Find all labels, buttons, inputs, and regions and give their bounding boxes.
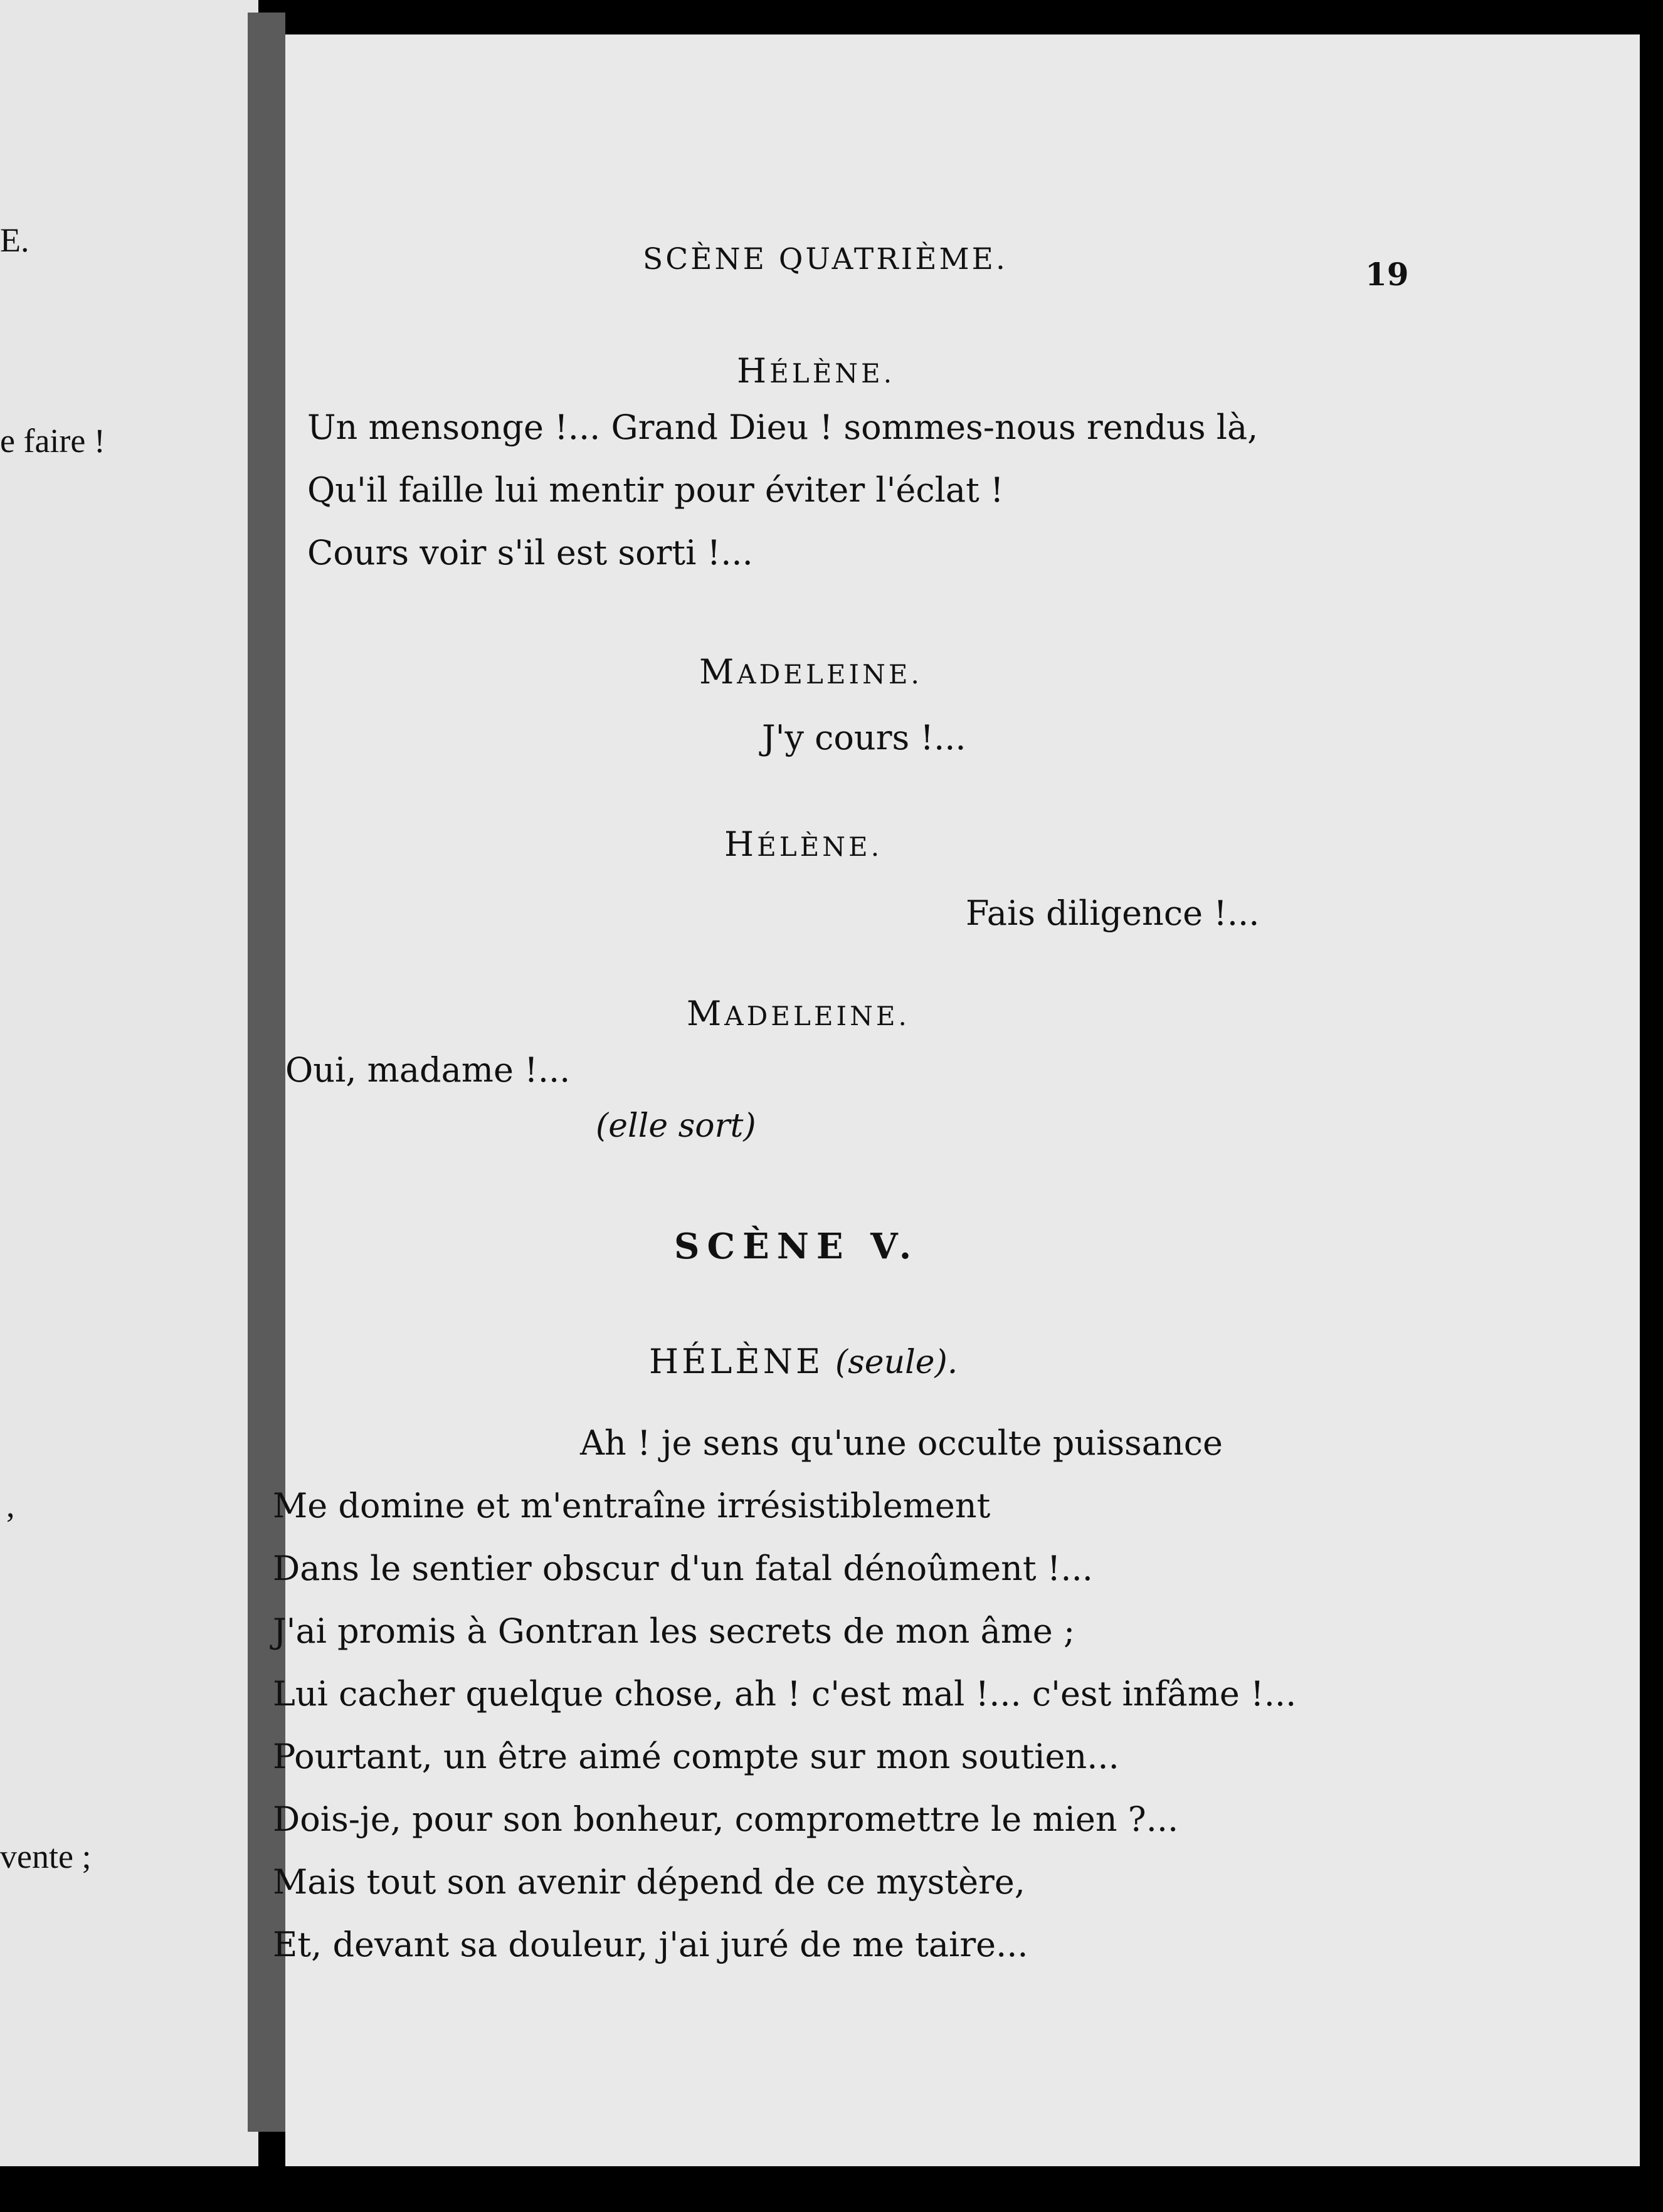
verse-line: Dans le sentier obscur d'un fatal dénoûment !... — [273, 1549, 1093, 1588]
verse-line: Mais tout son avenir dépend de ce mystère, — [273, 1862, 1025, 1902]
verse-line: Et, devant sa douleur, j'ai juré de me taire... — [273, 1925, 1028, 1964]
dialogue-line: Oui, madame !... — [285, 1050, 571, 1090]
scan-border — [0, 2166, 1663, 2212]
dialogue-line: Qu'il faille lui mentir pour éviter l'éclat ! — [307, 470, 1004, 510]
dialogue-line: Un mensonge !... Grand Dieu ! sommes-nous rendus là, — [307, 408, 1259, 447]
verse-line: Pourtant, un être aimé compte sur mon soutien... — [273, 1737, 1119, 1776]
verse-line: Lui cacher quelque chose, ah ! c'est mal !... c'est infâme !... — [273, 1674, 1297, 1714]
dialogue-line: Fais diligence !... — [966, 893, 1260, 933]
verse-line: Ah ! je sens qu'une occulte puissance — [580, 1423, 1223, 1463]
speaker-name: HÉLÈNE (seule). — [649, 1342, 958, 1381]
left-page-fragment: vente ; — [0, 1838, 92, 1875]
dialogue-line: J'y cours !... — [762, 718, 966, 757]
scene-title: SCÈNE V. — [674, 1226, 919, 1267]
verse-line: Me domine et m'entraîne irrésistiblement — [273, 1486, 991, 1525]
dialogue-line: Cours voir s'il est sorti !... — [307, 533, 753, 572]
running-head: SCÈNE QUATRIÈME. — [643, 242, 1008, 276]
left-page-fragment: , — [6, 1487, 15, 1524]
page-number: 19 — [1365, 256, 1409, 293]
speaker-name: HÉLÈNE. — [724, 824, 883, 864]
left-page-fragment: E. — [0, 221, 29, 259]
left-page — [0, 0, 258, 2212]
speaker-name: MADELEINE. — [699, 652, 922, 692]
speaker-name: HÉLÈNE. — [737, 351, 895, 391]
verse-line: J'ai promis à Gontran les secrets de mon âme ; — [273, 1611, 1075, 1651]
verse-line: Dois-je, pour son bonheur, compromettre le mien ?... — [273, 1799, 1179, 1839]
right-page — [273, 34, 1640, 2166]
left-page-fragment: e faire ! — [0, 422, 105, 460]
stage-direction: (elle sort) — [596, 1107, 756, 1145]
speaker-name: MADELEINE. — [687, 994, 910, 1033]
